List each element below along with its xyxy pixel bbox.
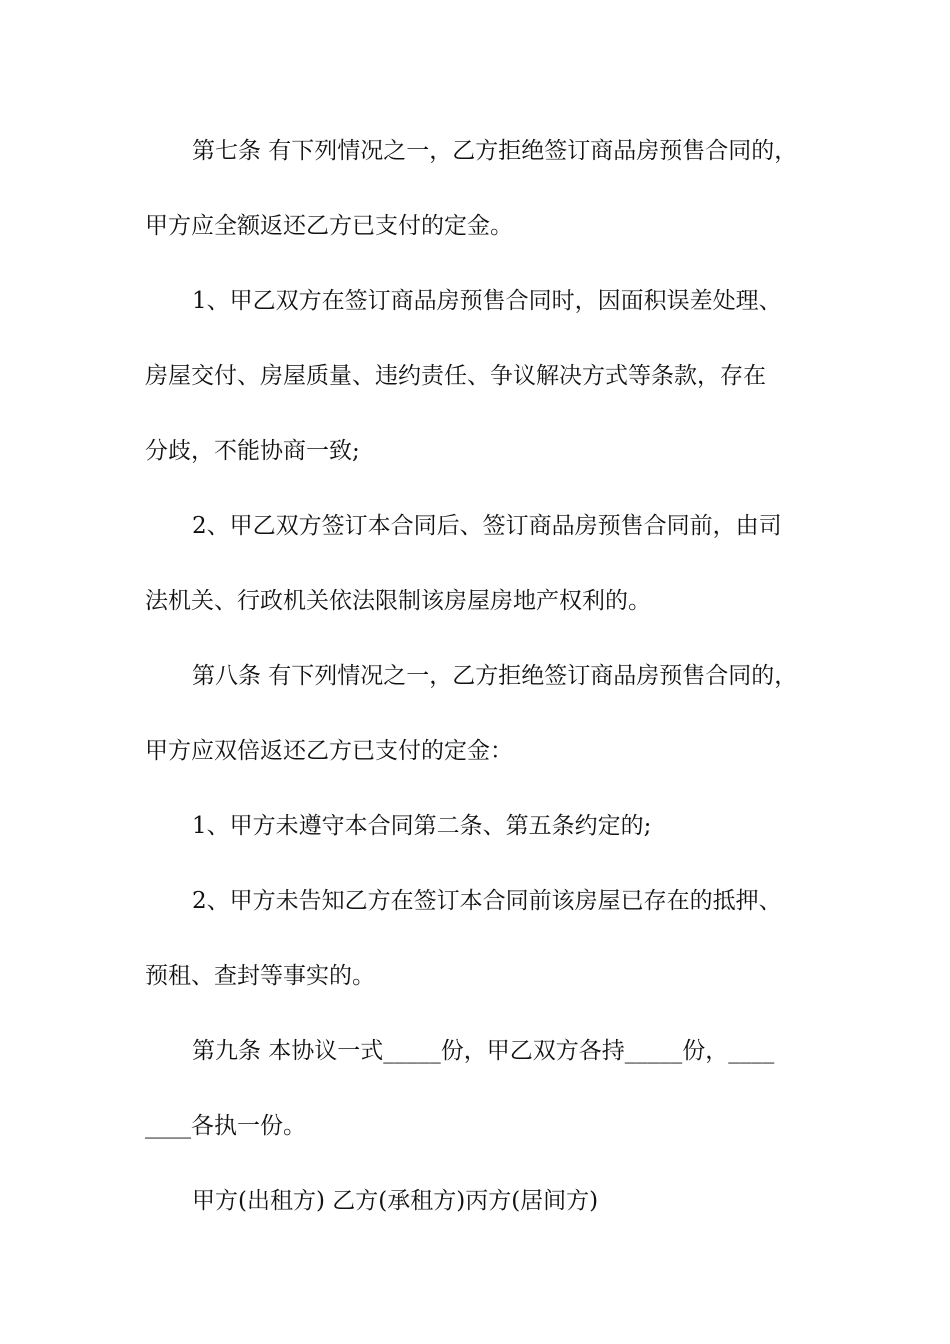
text-line: 分歧，不能协商一致; <box>145 438 360 464</box>
text-line: 甲方应全额返还乙方已支付的定金。 <box>145 213 513 239</box>
text-line: 2、甲方未告知乙方在签订本合同前该房屋已存在的抵押、 <box>192 888 782 914</box>
text-line: 1、甲乙双方在签订商品房预售合同时，因面积误差处理、 <box>192 288 782 314</box>
text-line: 第八条 有下列情况之一，乙方拒绝签订商品房预售合同的， <box>192 663 798 689</box>
text-line: 第九条 本协议一式_____份，甲乙双方各持_____份，____ <box>192 1038 775 1064</box>
text-line: 1、甲方未遵守本合同第二条、第五条约定的; <box>192 813 652 839</box>
text-line: 甲方应双倍返还乙方已支付的定金： <box>145 738 513 764</box>
text-line: 第七条 有下列情况之一，乙方拒绝签订商品房预售合同的， <box>192 138 798 164</box>
text-line: 预租、查封等事实的。 <box>145 963 375 989</box>
text-line: 法机关、行政机关依法限制该房屋房地产权利的。 <box>145 588 651 614</box>
text-line: ____各执一份。 <box>145 1113 306 1139</box>
text-line: 房屋交付、房屋质量、违约责任、争议解决方式等条款，存在 <box>145 363 766 389</box>
text-line: 甲方(出租方) 乙方(承租方)丙方(居间方) <box>192 1188 599 1214</box>
text-line: 2、甲乙双方签订本合同后、签订商品房预售合同前，由司 <box>192 513 782 539</box>
